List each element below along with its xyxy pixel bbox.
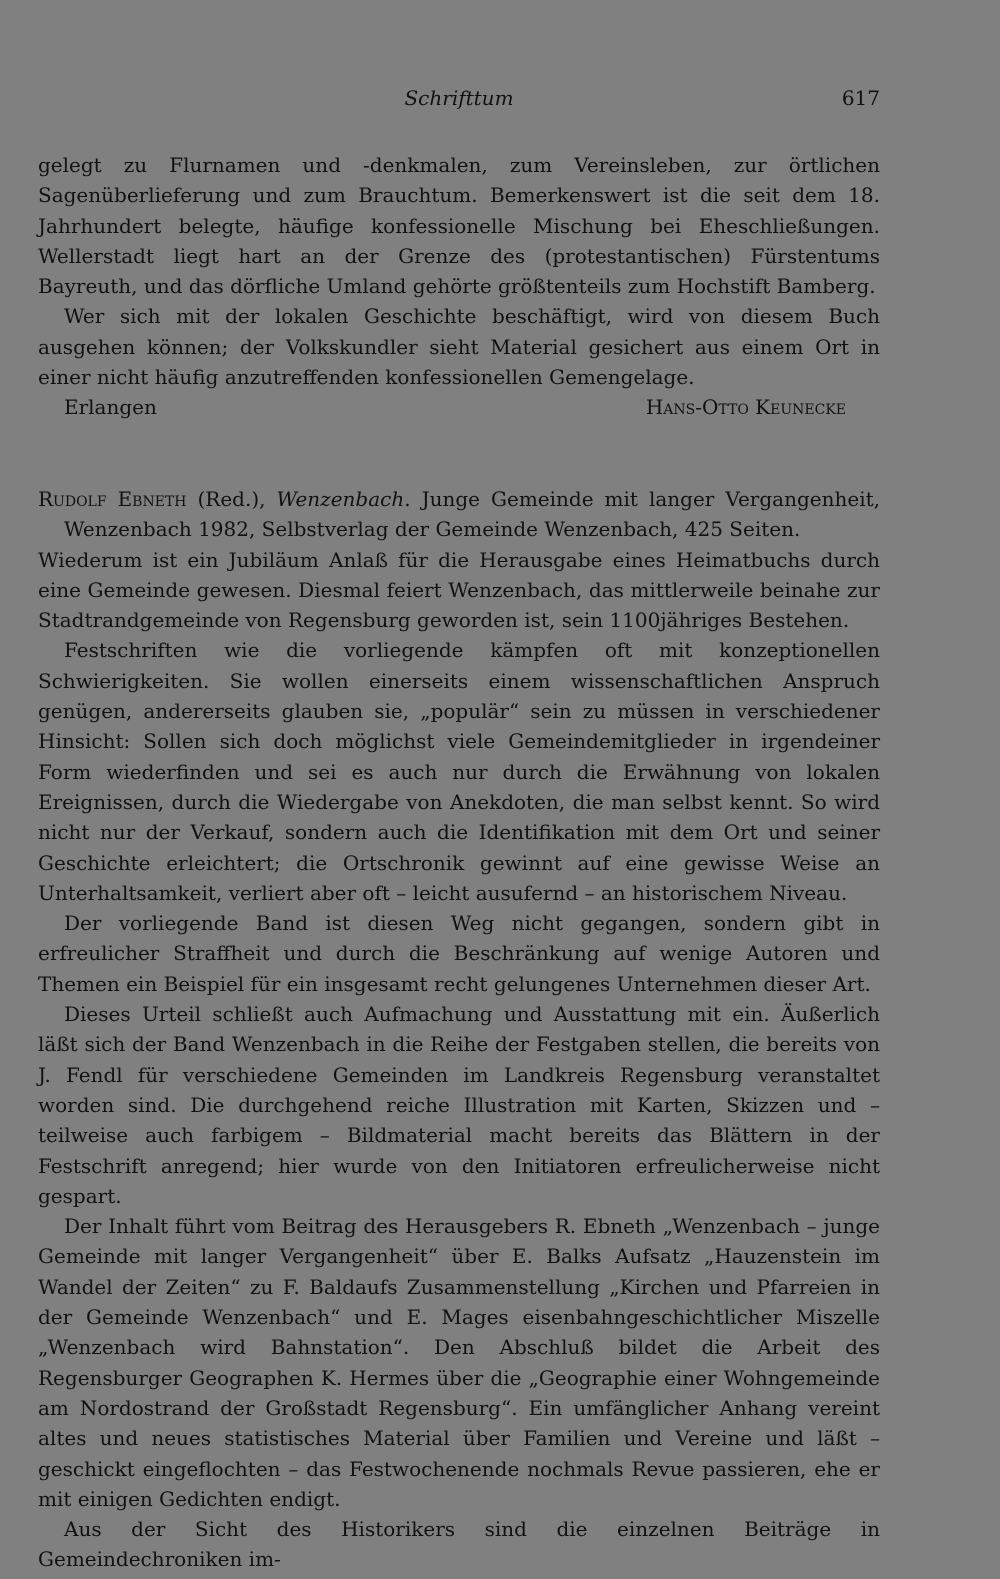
review-2-biblio-details: . Junge Gemeinde mit langer Vergangenheit, Wenzenbach 1982, Selbstverlag der Gemeinde Wenzenbach, 425 Seiten. xyxy=(64,487,880,542)
review-2-paragraph-5: Der Inhalt führt vom Beitrag des Herausgebers R. Ebneth „Wenzenbach – junge Gemeinde mit langer Vergangenheit“ über E. Balks Aufsatz „Hauzenstein im Wandel der Zeiten“ zu F. Baldaufs Zusammenstellung „Kirchen und Pfarreien in der Gemeinde Wenzenbach“ und E. Mages eisenbahngeschichtlicher Miszelle „Wenzenbach wird Bahnstation“. Den Abschluß bildet die Arbeit des Regensburger Geographen K. Hermes über die „Geographie einer Wohngemeinde am Nordostrand der Großstadt Regensburg“. Ein umfänglicher Anhang vereint altes und neues statistisches Material über Familien und Vereine und läßt – geschickt eingeflochten – das Festwochenende nochmals Revue passieren, ehe er mit einigen Gedichten endigt. xyxy=(38,1214,880,1511)
review-2-author: Rudolf Ebneth xyxy=(38,487,187,511)
review-1 xyxy=(38,150,880,423)
review-1-paragraph: Wer sich mit der lokalen Geschichte beschäftigt, wird von diesem Buch ausgehen können; der Volkskundler sieht Material gesichert aus einem Ort in einer nicht häufig anzutreffenden konfessionellen Gemengelage. xyxy=(38,304,880,390)
review-2 xyxy=(38,484,880,1575)
review-1-continuation: gelegt zu Flurnamen und -denkmalen, zum Vereinsleben, zur örtlichen Sagenüberlieferung und zum Brauchtum. Bemerkenswert ist die seit dem 18. Jahrhundert belegte, häufige konfessionelle Mischung bei Eheschließungen. Wellerstadt liegt hart an der Grenze des (protestantischen) Fürstentums Bayreuth, und das dörfliche Umland gehörte größtenteils zum Hochstift Bamberg. xyxy=(38,153,880,299)
review-2-book-title: Wenzenbach xyxy=(276,487,405,511)
review-2-paragraph-4: Dieses Urteil schließt auch Aufmachung und Ausstattung mit ein. Äußerlich läßt sich der Band Wenzenbach in die Reihe der Festgaben stellen, die bereits von J. Fendl für verschiedene Gemeinden im Landkreis Regensburg veranstaltet worden sind. Die durchgehend reiche Illustration mit Karten, Skizzen und – teilweise auch farbigem – Bildmaterial macht bereits das Blättern in der Festschrift anregend; hier wurde von den Initiatoren erfreulicherweise nicht gespart. xyxy=(38,1002,880,1208)
review-2-paragraph-6: Aus der Sicht des Historikers sind die einzelnen Beiträge in Gemeindechroniken im- xyxy=(38,1517,880,1572)
review-2-paragraph-1: Wiederum ist ein Jubiläum Anlaß für die Herausgabe eines Heimatbuchs durch eine Gemeinde gewesen. Diesmal feiert Wenzenbach, das mittlerweile beinahe zur Stadtrandgemeinde von Regensburg geworden ist, sein 1100jähriges Bestehen. xyxy=(38,547,880,633)
review-2-paragraph-2: Festschriften wie die vorliegende kämpfen oft mit konzeptionellen Schwierigkeiten. Sie wollen einerseits einem wissenschaftlichen Anspruch genügen, andererseits glauben sie, „populär“ sein zu müssen in verschiedener Hinsicht: Sollen sich doch möglichst viele Gemeindemitglieder in irgendeiner Form wiederfinden und sei es auch nur durch die Erwähnung von lokalen Ereignissen, durch die Wiedergabe von Anekdoten, die man selbst kennt. So wird nicht nur der Verkauf, sondern auch die Identifikation mit dem Ort und seiner Geschichte erleichtert; die Ortschronik gewinnt auf eine gewisse Weise an Unterhaltsamkeit, verliert aber oft – leicht ausufernd – an historischem Niveau. xyxy=(38,638,880,905)
review-2-editor-note: (Red.), xyxy=(186,487,277,511)
running-head xyxy=(38,86,880,112)
review-1-reviewer: Hans-Otto Keunecke xyxy=(645,395,846,420)
running-title: Schrifttum xyxy=(404,86,514,110)
review-1-signature xyxy=(38,392,880,422)
review-2-paragraph-3: Der vorliegende Band ist diesen Weg nicht gegangen, sondern gibt in erfreulicher Straffheit und durch die Beschränkung auf wenige Autoren und Themen ein Beispiel für ein insgesamt recht gelungenes Unternehmen dieser Art. xyxy=(38,911,880,996)
page-number: 617 xyxy=(841,86,880,110)
review-2-bibliography xyxy=(38,484,880,545)
review-1-place: Erlangen xyxy=(64,395,157,420)
